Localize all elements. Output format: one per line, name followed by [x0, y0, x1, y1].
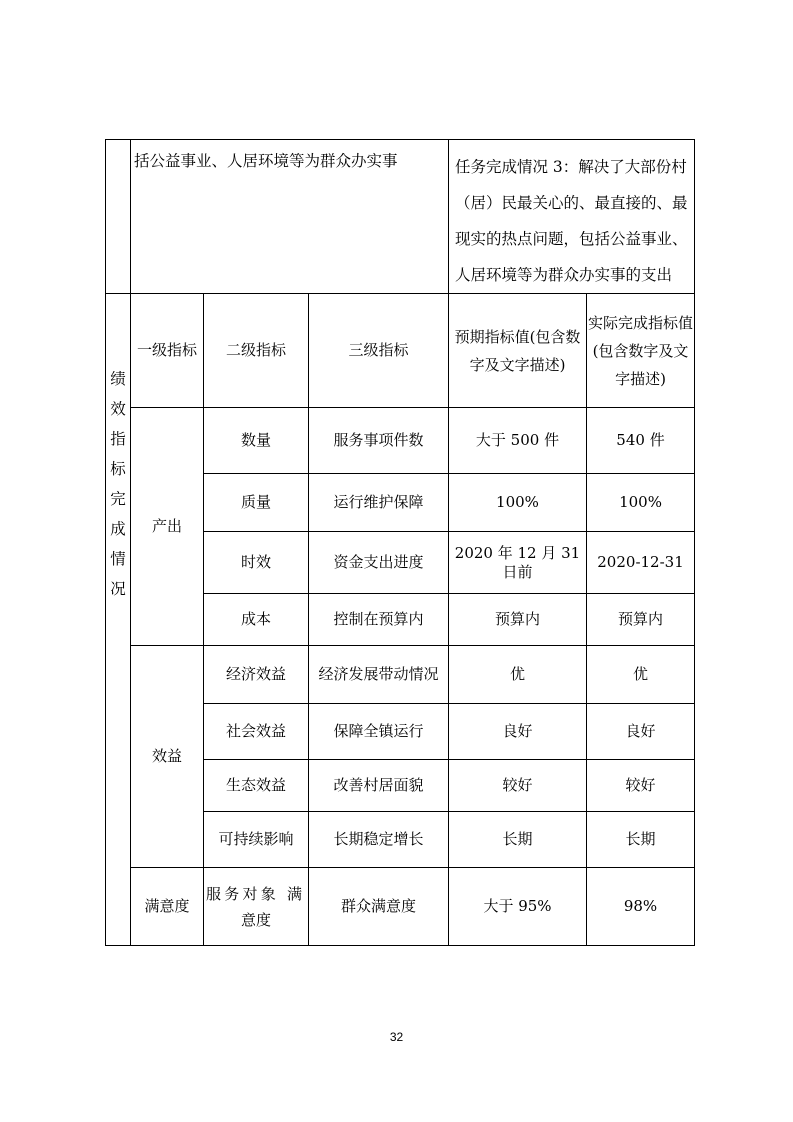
group-satisfaction: 满意度 [131, 868, 204, 946]
level3-cell: 改善村居面貌 [309, 760, 449, 812]
expected-cell: 预算内 [449, 594, 587, 646]
level2-cell: 数量 [204, 408, 309, 474]
header-actual: 实际完成指标值(包含数字及文字描述) [587, 294, 695, 408]
page-number: 32 [389, 1030, 404, 1044]
header-level1: 一级指标 [131, 294, 204, 408]
satisfaction-row [106, 868, 695, 946]
intro-text: 括公益事业、人居环境等为群众办实事 [131, 140, 449, 294]
level2-cell: 质量 [204, 474, 309, 532]
level2-cell [204, 868, 309, 946]
level2-cell: 社会效益 [204, 704, 309, 760]
level3-cell: 运行维护保障 [309, 474, 449, 532]
level3-cell: 经济发展带动情况 [309, 646, 449, 704]
level2-cell: 成本 [204, 594, 309, 646]
intro-left-margin-cell [106, 140, 131, 294]
actual-cell: 长期 [587, 812, 695, 868]
level2-cell: 生态效益 [204, 760, 309, 812]
actual-cell: 预算内 [587, 594, 695, 646]
level2-cell: 经济效益 [204, 646, 309, 704]
level2-line1: 服务对象 满 [206, 884, 302, 903]
actual-cell: 较好 [587, 760, 695, 812]
task-completion-text: 任务完成情况 3：解决了大部份村（居）民最关心的、最直接的、最现实的热点问题，包括公益事业、人居环境等为群众办实事的支出 [449, 140, 695, 294]
actual-cell: 540 件 [587, 408, 695, 474]
section-title-text: 绩效指标完成情况 [110, 370, 126, 598]
group-benefit: 效益 [131, 646, 204, 868]
level3-cell: 长期稳定增长 [309, 812, 449, 868]
expected-cell: 大于 500 件 [449, 408, 587, 474]
actual-cell: 98% [587, 868, 695, 946]
level3-cell: 保障全镇运行 [309, 704, 449, 760]
level2-cell: 时效 [204, 532, 309, 594]
group-output: 产出 [131, 408, 204, 646]
actual-cell: 优 [587, 646, 695, 704]
level3-cell: 资金支出进度 [309, 532, 449, 594]
expected-cell: 2020 年 12 月 31 日前 [449, 532, 587, 594]
header-expected: 预期指标值(包含数字及文字描述) [449, 294, 587, 408]
table-row [106, 646, 695, 704]
level3-cell: 服务事项件数 [309, 408, 449, 474]
level3-cell: 群众满意度 [309, 868, 449, 946]
intro-row [106, 140, 695, 294]
expected-cell: 大于 95% [449, 868, 587, 946]
actual-cell: 2020-12-31 [587, 532, 695, 594]
level2-line2: 意度 [240, 910, 271, 929]
level3-cell: 控制在预算内 [309, 594, 449, 646]
expected-cell: 长期 [449, 812, 587, 868]
expected-cell: 良好 [449, 704, 587, 760]
actual-cell: 100% [587, 474, 695, 532]
level2-cell: 可持续影响 [204, 812, 309, 868]
header-level2: 二级指标 [204, 294, 309, 408]
header-level3: 三级指标 [309, 294, 449, 408]
expected-cell: 100% [449, 474, 587, 532]
table-row [106, 408, 695, 474]
expected-cell: 较好 [449, 760, 587, 812]
performance-table [105, 139, 695, 946]
actual-cell: 良好 [587, 704, 695, 760]
expected-cell: 优 [449, 646, 587, 704]
section-title-vertical [106, 294, 131, 946]
header-row [106, 294, 695, 408]
